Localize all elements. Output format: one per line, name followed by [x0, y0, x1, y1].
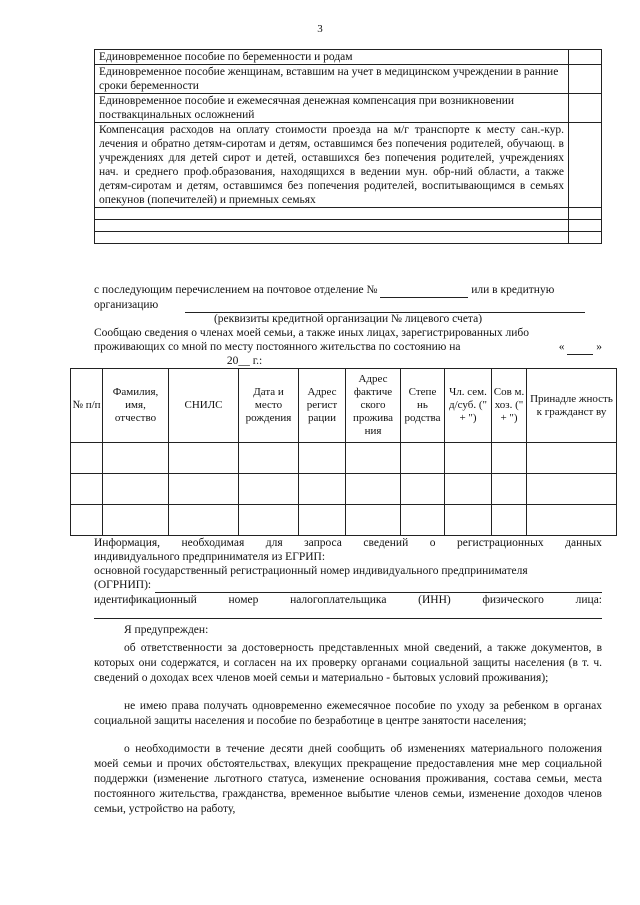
benefit-cell: Единовременное пособие и ежемесячная денежная компенсация при возникновении поствакцинальных осложнений — [95, 94, 569, 123]
org-label: организацию — [94, 299, 159, 311]
transfer-line — [94, 283, 602, 298]
egrip-line2: индивидуального предпринимателя из ЕГРИП: — [94, 551, 326, 563]
transfer-prefix: с последующим перечислением на почтовое отделение № — [94, 284, 378, 296]
warning-paragraph-3: о необходимости в течение десяти дней сообщить об изменениях материального положения моей семьи и прочих обстоятельствах, влекущих прекращение предоставления мне мер социальной поддержки (изменение льготного статуса, изменение основания проживания, состава семьи, места постоянного жительства, гражданства, временное выбытие членов семьи, изменение доходов членов семьи, устройство на работу, — [94, 743, 602, 815]
table-row — [95, 50, 602, 65]
table-cell[interactable] — [299, 474, 346, 505]
egrip-word: Информация, — [94, 537, 161, 549]
benefit-check-cell[interactable] — [569, 65, 602, 94]
warning-paragraph-1: об ответственности за достоверность представленных мной сведений, а также документов, в которых они содержатся, и согласен на их проверку органами социальной защиты населения (в т. ч. сведений о доходах всех членов моей семьи и материально - бытовых условий проживания); — [94, 642, 602, 684]
header-cell: СНИЛС — [169, 369, 239, 443]
family-intro-text: проживающих со мной по месту постоянного жительства по состоянию на — [94, 341, 461, 353]
table-cell[interactable] — [71, 443, 103, 474]
close-quote: » — [596, 341, 602, 353]
date-line — [94, 354, 294, 369]
benefits-table — [94, 49, 602, 244]
ogrnip-field[interactable] — [155, 578, 602, 593]
egrip-line3: основной государственный регистрационный номер индивидуального предпринимателя — [94, 565, 528, 577]
table-cell[interactable] — [346, 474, 401, 505]
egrip-word: необходимая — [181, 537, 245, 549]
credit-org-field[interactable] — [185, 298, 585, 313]
table-cell[interactable] — [169, 443, 239, 474]
table-cell[interactable] — [169, 505, 239, 536]
benefit-check-cell[interactable] — [569, 232, 602, 244]
header-cell: Адрес фактиче ского прожива ния — [346, 369, 401, 443]
family-intro-line1: Сообщаю сведения о членах моей семьи, а также иных лицах, зарегистрированных либо — [94, 327, 530, 339]
table-cell[interactable] — [445, 474, 492, 505]
warning-paragraph-2: не имею права получать одновременно ежемесячное пособие по уходу за ребенком в органах социальной защиты населения и пособие по безработице в центре занятости населения; — [94, 700, 602, 727]
table-cell[interactable] — [445, 443, 492, 474]
benefit-cell: Единовременное пособие женщинам, вставшим на учет в медицинском учреждении в ранние сроки беременности — [95, 65, 569, 94]
org-line — [94, 298, 602, 313]
table-cell[interactable] — [299, 443, 346, 474]
egrip-word: регистрационных — [456, 537, 544, 549]
header-cell: № п/п — [71, 369, 103, 443]
benefit-cell: Компенсация расходов на оплату стоимости проезда на м/г транспорте к месту сан.-кур. лечения и обратно детям-сиротам и детям, оставшимся без попечения родителей, обучающ. в учреждениях для детей сирот и детей, оставшихся без попечения родителей, учреждениях нач. и среднего проф.образования, находящихся в ведении мун. обр-ний области, а также детям-сиротам и детям, оставшимся без попечения родителей, воспитывающимся в семьях опекунов (попечителей) и приемных семьях — [95, 123, 569, 208]
inn-word: номер — [228, 594, 259, 606]
table-cell[interactable] — [527, 474, 617, 505]
open-quote: « — [558, 341, 565, 353]
table-cell[interactable] — [169, 474, 239, 505]
post-office-number-field[interactable] — [380, 283, 468, 298]
table-cell[interactable] — [401, 474, 445, 505]
table-cell[interactable] — [346, 505, 401, 536]
ogrnip-line — [94, 578, 602, 593]
inn-word: лица: — [575, 594, 602, 606]
inn-line — [94, 593, 602, 607]
inn-word: (ИНН) — [418, 594, 451, 606]
date-day-field[interactable] — [567, 340, 593, 355]
table-cell[interactable] — [346, 443, 401, 474]
family-intro-line2 — [94, 340, 602, 355]
date-year: 20__ г.: — [226, 355, 263, 367]
table-cell[interactable] — [71, 474, 103, 505]
inn-field[interactable] — [94, 618, 602, 619]
table-cell[interactable] — [103, 443, 169, 474]
header-cell: Фамилия, имя, отчество — [103, 369, 169, 443]
header-cell: Дата и место рождения — [239, 369, 299, 443]
egrip-word: запроса — [304, 537, 342, 549]
ogrnip-label: (ОГРНИП): — [94, 579, 152, 591]
benefit-cell — [95, 232, 569, 244]
table-cell[interactable] — [299, 505, 346, 536]
table-row — [71, 474, 617, 505]
table-cell[interactable] — [492, 505, 527, 536]
header-cell: Адрес регист рации — [299, 369, 346, 443]
table-cell[interactable] — [239, 505, 299, 536]
benefit-check-cell[interactable] — [569, 94, 602, 123]
table-row — [95, 232, 602, 244]
date-month-field[interactable] — [94, 354, 224, 369]
egrip-word: данных — [565, 537, 602, 549]
table-cell[interactable] — [401, 443, 445, 474]
egrip-word: для — [265, 537, 283, 549]
table-cell[interactable] — [492, 443, 527, 474]
table-cell[interactable] — [527, 443, 617, 474]
family-header-row — [71, 369, 617, 443]
benefit-check-cell[interactable] — [569, 220, 602, 232]
header-cell: Принадле жность к гражданст ву — [527, 369, 617, 443]
header-cell: Чл. сем. д/суб. (" + ") — [445, 369, 492, 443]
egrip-line1 — [94, 536, 602, 550]
table-row — [95, 208, 602, 220]
table-row — [95, 65, 602, 94]
table-cell[interactable] — [239, 474, 299, 505]
credit-org-caption: (реквизиты кредитной организации № лицевого счета) — [213, 313, 483, 325]
table-row — [95, 123, 602, 208]
benefit-cell: Единовременное пособие по беременности и родам — [95, 50, 569, 65]
inn-word: налогоплательщика — [290, 594, 387, 606]
egrip-word: о — [429, 537, 436, 549]
table-cell[interactable] — [71, 505, 103, 536]
table-cell[interactable] — [239, 443, 299, 474]
table-cell[interactable] — [445, 505, 492, 536]
inn-word: физического — [482, 594, 544, 606]
header-cell: Степе нь родства — [401, 369, 445, 443]
table-row — [95, 94, 602, 123]
table-row — [71, 443, 617, 474]
table-cell[interactable] — [103, 505, 169, 536]
table-cell[interactable] — [401, 505, 445, 536]
benefit-cell — [95, 208, 569, 220]
table-cell[interactable] — [103, 474, 169, 505]
table-cell[interactable] — [492, 474, 527, 505]
table-cell[interactable] — [527, 505, 617, 536]
transfer-middle: или в кредитную — [471, 284, 555, 296]
egrip-word: сведений — [363, 537, 409, 549]
warning-title: Я предупрежден: — [124, 624, 209, 636]
header-cell: Сов м. хоз. (" + ") — [492, 369, 527, 443]
benefit-cell — [95, 220, 569, 232]
family-members-table — [70, 368, 617, 536]
benefit-check-cell[interactable] — [569, 123, 602, 208]
benefit-check-cell[interactable] — [569, 208, 602, 220]
page-number: 3 — [317, 23, 323, 35]
table-row — [71, 505, 617, 536]
table-row — [95, 220, 602, 232]
inn-word: идентификационный — [94, 594, 197, 606]
benefit-check-cell[interactable] — [569, 50, 602, 65]
